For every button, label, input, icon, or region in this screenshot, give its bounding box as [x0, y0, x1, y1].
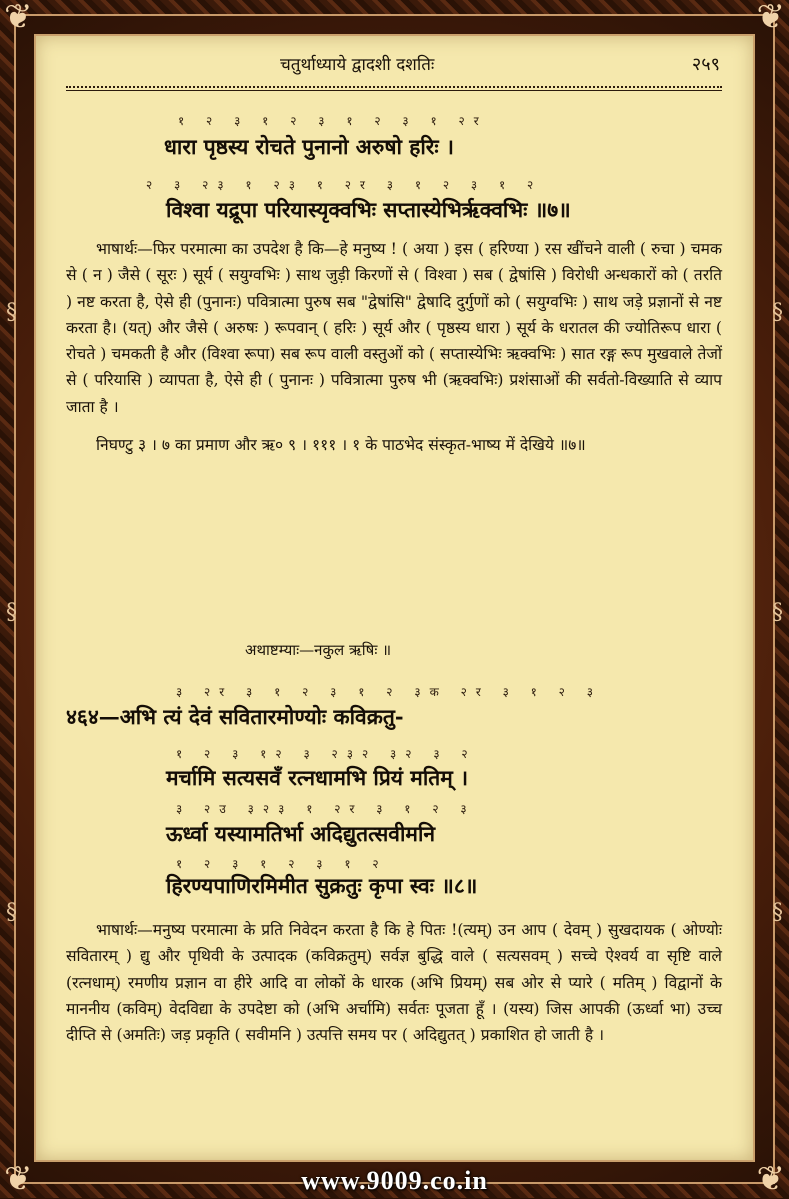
verse-line: ४६४—अभि त्यं देवं सवितारमोण्योः कविक्रतु- [66, 704, 404, 729]
verse-line: मर्चामि सत्यसवँ रत्नधामभि प्रियं मतिम् । [166, 765, 469, 790]
verse-accent-marks: ३ २उ ३२३ १ २र ३ १ २ ३ [176, 802, 476, 816]
corner-ornament-icon: ❦ [4, 0, 33, 37]
side-ornament-icon: § [772, 900, 783, 925]
commentary-paragraph: भाषार्थः—मनुष्य परमात्मा के प्रति निवेदन करता है कि हे पितः !(त्यम्) उन आप ( देवम् ) सुखदायक ( ओण्योः सवितारम् ) द्यु और पृथिवी के उत्पादक (कविक्रतुम्) सर्वज्ञ बुद्धि वाले ( सत्यसवम् ) सच्चे ऐश्वर्य वा सृष्टि वाले (रत्नधाम्) रमणीय प्रज्ञान वा हीरे आदि वा लोकों के धारक (अभि प्रियम्) सब ओर से प्यारे ( मतिम् ) विद्वानों के माननीय (कविम्) वेदविद्या के उपदेष्टा को (अभि अर्चामि) सर्वतः पूजता हूँ । (यस्य) जिस आपकी (ऊर्ध्वा भा) उच्च दीप्ति से (अमतिः) जड़ प्रकृति ( सवीमनि ) उत्पत्ति समय पर ( अदिद्युतत् ) प्रकाशित हो जाती है । [66, 921, 722, 1045]
side-ornament-icon: § [6, 300, 17, 325]
header-divider [66, 86, 722, 88]
side-ornament-icon: § [772, 600, 783, 625]
corner-ornament-icon: ❦ [4, 1159, 33, 1199]
corner-ornament-icon: ❦ [756, 1159, 785, 1199]
site-watermark: www.9009.co.in [301, 1166, 488, 1195]
verse-line: हिरण्यपाणिरमिमीत सुक्रतुः कृपा स्वः ॥८॥ [166, 873, 478, 898]
verse-line: ऊर्ध्वा यस्यामतिर्भा अदिद्युतत्सवीमनि [166, 821, 436, 846]
section-heading: अथाष्टम्याः—नकुल ऋषिः ॥ [245, 641, 392, 659]
corner-ornament-icon: ❦ [756, 0, 785, 37]
verse-accent-marks: १ २ ३ १२ ३ २३२ ३२ ३ २ [176, 747, 477, 761]
commentary-note: निघण्टु ३ । ७ का प्रमाण और ऋ० ९ । १११ । १ के पाठभेद संस्कृत-भाष्य में देखिये ॥७॥ [96, 436, 586, 455]
side-ornament-icon: § [772, 300, 783, 325]
verse-accent-marks: १ २ ३ १ २ ३ १ २ ३ १ २र [178, 114, 488, 128]
verse-accent-marks: २ ३ २३ १ २३ १ २र ३ १ २ ३ १ २ [146, 178, 543, 192]
header-divider-line [66, 90, 722, 91]
verse-accent-marks: १ २ ३ १ २ ३ १ २ [176, 857, 388, 871]
side-ornament-icon: § [6, 600, 17, 625]
verse-accent-marks: ३ २र ३ १ २ ३ १ २ ३क २र ३ १ २ ३ [176, 685, 602, 699]
page-number: २५९ [691, 54, 720, 75]
side-ornament-icon: § [6, 900, 17, 925]
commentary-block [66, 917, 722, 1048]
verse-line: विश्वा यद्रूपा परियास्यृक्वभिः सप्तास्येभिर्ऋक्वभिः ॥७॥ [166, 197, 571, 222]
verse-line: धारा पृष्ठस्य रोचते पुनानो अरुषो हरिः । [164, 134, 454, 159]
commentary-block [66, 236, 722, 458]
page-header-title: चतुर्थाध्याये द्वादशी दशतिः [280, 55, 435, 75]
commentary-paragraph: भाषार्थः—फिर परमात्मा का उपदेश है कि—हे मनुष्य ! ( अया ) इस ( हरिण्या ) रस खींचने वाली ( रुचा ) चमक से ( न ) जैसे ( सूरः ) सूर्य ( सयुग्वभिः ) साथ जुड़ी किरणों से ( विश्वा ) सब ( द्वेषांसि ) विरोधी अन्धकारों को ( तरति ) नष्ट करता है, ऐसे ही (पुनानः) पवित्रात्मा पुरुष सब "द्वेषांसि" द्वेषादि दुर्गुणों को ( सयुग्वभिः ) साथ जड़े प्रज्ञानों से नष्ट करता है। (यत्) और जैसे ( अरुषः ) रूपवान् ( हरिः ) सूर्य और ( पृष्ठस्य धारा ) सूर्य के धरातल की ज्योतिरूप धारा ( रोचते ) चमकती है और (विश्वा रूपा) सब रूप वाली वस्तुओं को ( सप्तास्येभिः ऋक्वभिः ) सात रङ्ग रूप मुखवाले तेजों से ( परियासि ) व्यापता है, ऐसे ही ( पुनानः ) पवित्रात्मा पुरुष भी (ऋक्वभिः) प्रशंसाओं की सर्वतो-विख्याति से व्याप जाता है । [66, 240, 722, 416]
